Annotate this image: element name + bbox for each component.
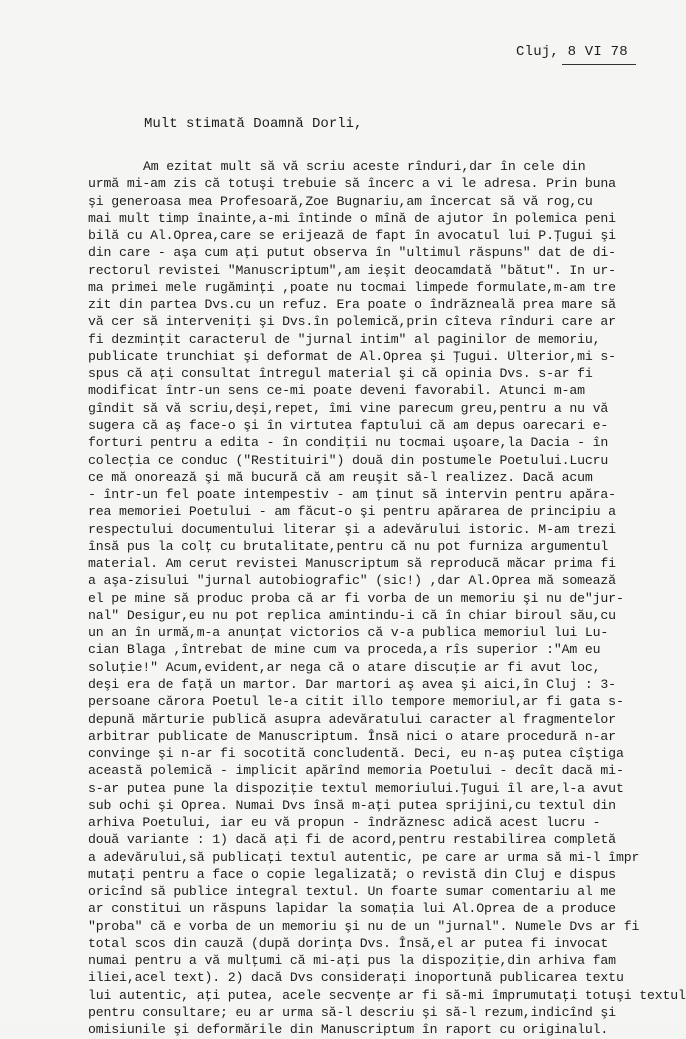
letter-line: convinge şi n-ar fi socotită concludentă. Deci, eu n-aş putea cîştiga	[88, 746, 624, 762]
letter-body	[88, 158, 686, 1039]
letter-line: omisiunile şi deformările din Manuscriptum în raport cu originalul.	[88, 1022, 609, 1038]
letter-line: această polemică - implicit apărînd memoria Poetului - decît dacă mi-	[88, 763, 624, 779]
letter-line: pentru consultare; eu ar urma să-l descriu şi să-l rezum,indicînd şi	[88, 1005, 616, 1021]
letter-line: arhiva Poetului, iar eu vă propun - îndrăznesc adică acest lucru -	[88, 815, 601, 831]
letter-line: - într-un fel poate intempestiv - am ţinut să intervin pentru apăra-	[88, 487, 616, 503]
letter-line: sub ochi şi Oprea. Numai Dvs însă m-aţi putea sprijini,cu textul din	[88, 797, 616, 813]
letter-line: rectorul revistei "Manuscriptum",am ieşit deocamdată "bătut". In ur-	[88, 262, 616, 278]
letter-line: mutaţi pentru a face o copie legalizată; o revistă din Cluj e dispus	[88, 866, 616, 882]
letter-line: şi generoasa mea Profesoară,Zoe Bugnariu,am încercat să vă rog,cu	[88, 193, 593, 209]
letter-line: nal" Desigur,eu nu pot replica amintindu-i că în chiar biroul său,cu	[88, 607, 616, 623]
letter-line: el pe mine să produc proba că ar fi vorba de un memoriu şi nu de"jur-	[88, 590, 624, 606]
letter-line: mai mult timp înainte,a-mi întinde o mînă de ajutor în polemica peni	[88, 210, 616, 226]
date-underline	[562, 64, 636, 65]
letter-line: modificat într-un sens ce-mi poate deveni favorabil. Atunci m-am	[88, 383, 585, 399]
letter-line: a adevărului,să publicaţi textul autentic, pe care ar urma să mi-l împr	[88, 849, 640, 865]
letter-line: urmă mi-am zis că totuşi trebuie să încerc a vi le adresa. Prin buna	[88, 176, 616, 192]
letter-line: forturi pentru a edita - în condiţii nu tocmai uşoare,la Dacia - în	[88, 435, 609, 451]
letter-line: ma primei mele rugăminţi ,poate nu tocmai limpede formulate,m-am tre	[88, 279, 616, 295]
letter-line: Am ezitat mult să vă scriu aceste rînduri,dar în cele din	[143, 159, 586, 174]
letter-line: fi dezminţit caracterul de "jurnal intim" al paginilor de memoriu,	[88, 331, 601, 347]
letter-line: gîndit să vă scriu,deşi,repet, îmi vine parecum greu,pentru a nu vă	[88, 400, 609, 416]
letter-line: bilă cu Al.Oprea,care se erijează de fapt în avocatul lui P.Ţugui şi	[88, 228, 616, 244]
letter-line: oricînd să publice integral textul. Un foarte sumar comentariu al me	[88, 884, 616, 900]
letter-line: rea memoriei Poetului - am făcut-o şi pentru apărarea de principiu a	[88, 504, 616, 520]
letter-line: zit din partea Dvs.cu un refuz. Era poate o îndrăzneală prea mare să	[88, 297, 616, 313]
letter-line: două variante : 1) dacă aţi fi de acord,pentru restabilirea completă	[88, 832, 616, 848]
letter-line: cian Blaga ,întrebat de mine cum va proceda,a rîs superior :"Am eu	[88, 642, 601, 658]
letter-line: lui autentic, aţi putea, acele secvenţe ar fi să-mi împrumutaţi totuşi textul	[88, 987, 686, 1003]
letter-line: a aşa-zisului "jurnal autobiografic" (sic!) ,dar Al.Oprea mă somează	[88, 573, 616, 589]
letter-line: colecţia ce conduc ("Restituiri") două din postumele Poetului.Lucru	[88, 452, 609, 468]
letter-line: un an în urmă,m-a anunţat victorios că v-a publica memoriul lui Lu-	[88, 625, 609, 641]
letter-line: total scos din cauză (după dorinţa Dvs. Însă,el ar putea fi invocat	[88, 935, 609, 951]
letter-line: persoane cărora Poetul le-a citit illo tempore memoriul,ar fi gata s-	[88, 694, 624, 710]
letter-line: arbitrar publicate de Manuscriptum. Însă nici o atare procedură n-ar	[88, 728, 616, 744]
salutation: Mult stimată Doamnă Dorli,	[144, 116, 363, 132]
letter-line: vă cer să interveniţi şi Dvs.în polemică,prin cîteva rînduri care ar	[88, 314, 616, 330]
letter-line: deşi era de faţă un martor. Dar martori aş avea şi aici,în Cluj : 3-	[88, 676, 616, 692]
letter-line: însă pus la colţ cu brutalitate,pentru că nu pot furniza argumentul	[88, 538, 609, 554]
letter-date: Cluj, 8 VI 78	[516, 44, 628, 60]
letter-line: respectului documentului literar şi a adevărului istoric. M-am trezi	[88, 521, 616, 537]
letter-line: soluţie!" Acum,evident,ar nega că o atare discuţie ar fi avut loc,	[88, 659, 601, 675]
letter-line: material. Am cerut revistei Manuscriptum să reproducă măcar prima fi	[88, 556, 616, 572]
letter-line: ar constitui un răspuns lapidar la somaţia lui Al.Oprea de a produce	[88, 901, 616, 917]
letter-line: iliei,acel text). 2) dacă Dvs consideraţi inoportună publicarea textu	[88, 970, 624, 986]
letter-line: publicate trunchiat şi deformat de Al.Oprea şi Ţugui. Ulterior,mi s-	[88, 348, 616, 364]
letter-line: din care - aşa cum aţi putut observa în "ultimul răspuns" dat de di-	[88, 245, 616, 261]
letter-line: ce mă onorează şi mă bucură că am reuşit să-l realizez. Dacă acum	[88, 469, 593, 485]
letter-line: depună mărturie publică asupra adevăratului caracter al fragmentelor	[88, 711, 616, 727]
letter-line: sugera că aş face-o şi în virtutea faptului că am depus oarecari e-	[88, 417, 609, 433]
letter-line: spus că aţi consultat întregul material şi că opinia Dvs. s-ar fi	[88, 366, 593, 382]
letter-line: "proba" că e vorba de un memoriu şi nu de un "jurnal". Numele Dvs ar fi	[88, 918, 640, 934]
letter-line: numai pentru a vă mulţumi că mi-aţi pus la dispoziţie,din arhiva fam	[88, 953, 616, 969]
letter-line: s-ar putea pune la dispoziţie textul memoriului.Ţugui îl are,l-a avut	[88, 780, 624, 796]
